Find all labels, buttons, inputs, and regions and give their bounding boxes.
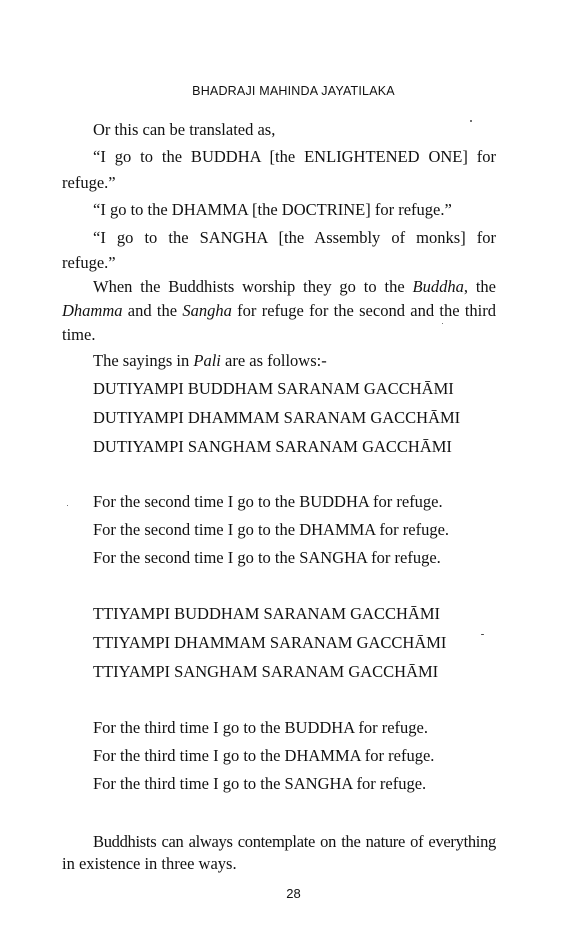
sayings-intro bbox=[93, 351, 327, 371]
print-speck bbox=[481, 634, 484, 635]
pali-third-buddha: TTIYAMPI BUDDHAM SARANAM GACCHĀMI bbox=[93, 604, 440, 623]
refuge-dhamma: “I go to the DHAMMA [the DOCTRINE] for refuge.” bbox=[93, 200, 452, 219]
page-number: 28 bbox=[286, 886, 301, 901]
pali-second-buddha: DUTIYAMPI BUDDHAM SARANAM GACCHĀMI bbox=[93, 379, 454, 398]
refuge-buddha-line-2: refuge.” bbox=[62, 173, 116, 192]
sayings-text: The sayings in bbox=[93, 351, 194, 370]
refuge-sangha-line-1: “I go to the SANGHA [the Assembly of monks] for bbox=[93, 228, 496, 247]
worship-sangha-italic: Sangha bbox=[182, 301, 232, 320]
print-speck bbox=[67, 505, 68, 506]
english-third-buddha: For the third time I go to the BUDDHA for refuge. bbox=[93, 718, 428, 737]
pali-third-dhamma: TTIYAMPI DHAMMAM SARANAM GACCHĀMI bbox=[93, 633, 447, 652]
english-second-buddha: For the second time I go to the BUDDHA for refuge. bbox=[93, 492, 443, 511]
worship-line-2 bbox=[62, 301, 496, 321]
worship-line-3: time. bbox=[62, 325, 96, 344]
worship-text: and the bbox=[122, 301, 183, 320]
worship-buddha-italic: Buddha bbox=[412, 277, 464, 296]
translated-intro: Or this can be translated as, bbox=[93, 120, 276, 139]
print-speck bbox=[442, 323, 443, 324]
sayings-text: are as follows:- bbox=[220, 351, 327, 370]
english-second-sangha: For the second time I go to the SANGHA for refuge. bbox=[93, 548, 441, 567]
english-second-dhamma: For the second time I go to the DHAMMA for refuge. bbox=[93, 520, 450, 539]
closing-line-2: in existence in three ways. bbox=[62, 854, 237, 873]
print-speck bbox=[470, 120, 472, 122]
worship-dhamma-italic: Dhamma bbox=[62, 301, 123, 320]
worship-text: , the bbox=[463, 277, 496, 296]
pali-third-sangha: TTIYAMPI SANGHAM SARANAM GACCHĀMI bbox=[93, 662, 439, 681]
closing-line-1: Buddhists can always contemplate on the nature of everything bbox=[93, 832, 496, 851]
worship-line-1 bbox=[93, 277, 496, 297]
worship-text: When the Buddhists worship they go to the bbox=[93, 277, 413, 296]
english-third-dhamma: For the third time I go to the DHAMMA for refuge. bbox=[93, 746, 435, 765]
worship-text: for refuge for the second and the third bbox=[231, 301, 496, 320]
pali-italic: Pali bbox=[193, 351, 221, 370]
pali-second-sangha: DUTIYAMPI SANGHAM SARANAM GACCHĀMI bbox=[93, 437, 452, 456]
refuge-sangha-line-2: refuge.” bbox=[62, 253, 116, 272]
running-head: BHADRAJI MAHINDA JAYATILAKA bbox=[192, 84, 395, 98]
pali-second-dhamma: DUTIYAMPI DHAMMAM SARANAM GACCHĀMI bbox=[93, 408, 461, 427]
english-third-sangha: For the third time I go to the SANGHA for refuge. bbox=[93, 774, 427, 793]
refuge-buddha-line-1: “I go to the BUDDHA [the ENLIGHTENED ONE] for bbox=[93, 147, 496, 166]
